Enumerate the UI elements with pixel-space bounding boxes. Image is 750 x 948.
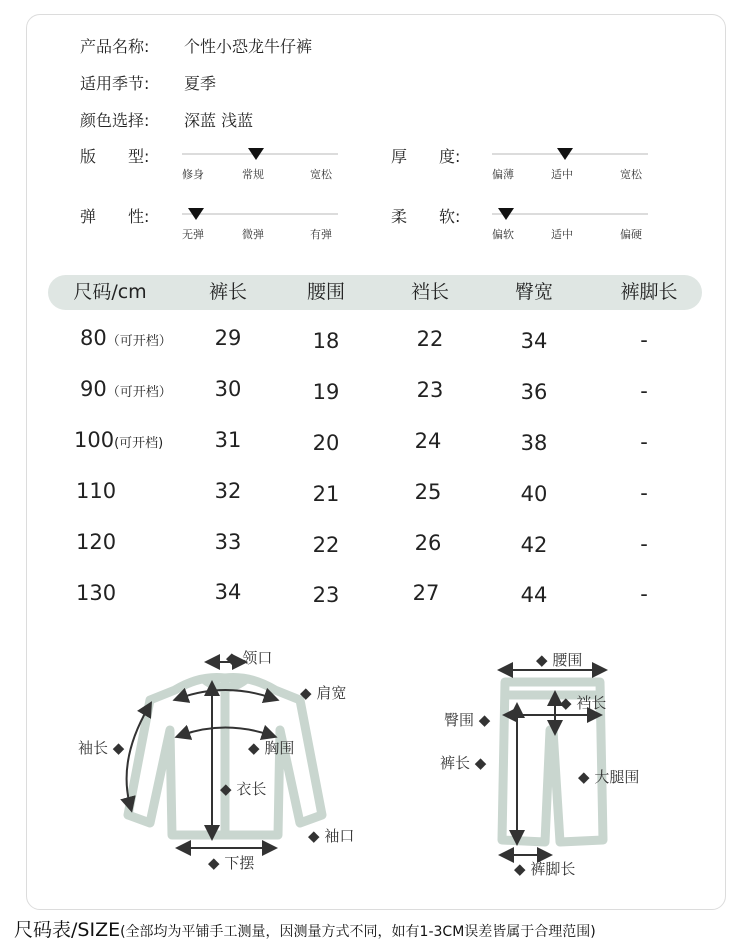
label-shoulder: ◆ 肩宽: [300, 684, 347, 702]
row-size: 90: [80, 377, 107, 401]
info-label: 适用季节:: [80, 74, 150, 93]
cell-rise: 25: [414, 480, 442, 504]
cell-hip: 42: [520, 533, 548, 557]
scale-tick: 适中: [551, 228, 573, 241]
label-sleeve: 袖长 ◆: [78, 739, 125, 757]
scale-tick: 修身: [182, 168, 204, 181]
cell-hip: 40: [520, 482, 548, 506]
row-size: 110: [76, 479, 117, 503]
cell-leg-opening: -: [640, 582, 648, 606]
scale-softness-label: 柔 软:: [391, 207, 461, 226]
scale-tick: 宽松: [620, 168, 642, 181]
footer-title-text: 尺码表/SIZE: [14, 919, 121, 941]
label-leg-opening: ◆ 裤脚长: [514, 860, 576, 878]
footer-title: [14, 915, 596, 942]
info-color: [80, 108, 253, 131]
label-chest: ◆ 胸围: [248, 739, 295, 757]
row-size: 100: [74, 428, 115, 452]
scale-softness-marker: [498, 208, 514, 220]
row-size-note: （可开档）: [106, 334, 172, 349]
label-pant-length: 裤长 ◆: [440, 754, 487, 772]
scale-tick: 宽松: [310, 168, 332, 181]
cell-leg-opening: -: [640, 481, 648, 505]
scale-softness-line: [492, 213, 648, 215]
info-value: 深蓝 浅蓝: [184, 111, 254, 130]
cell-rise: 22: [416, 327, 444, 351]
cell-waist: 20: [312, 431, 340, 455]
scale-thickness-marker: [557, 148, 573, 160]
table-header-length: 裤长: [208, 281, 247, 303]
cell-rise: 27: [412, 581, 440, 605]
label-cuff: ◆ 袖口: [308, 827, 355, 845]
info-label: 产品名称:: [80, 37, 150, 56]
row-size-note: (可开档): [114, 436, 164, 451]
info-season: [80, 71, 216, 94]
cell-waist: 21: [312, 482, 340, 506]
label-rise: ◆ 裆长: [560, 694, 607, 712]
cell-leg-opening: -: [640, 328, 648, 352]
label-hip: 臀围 ◆: [444, 711, 491, 729]
cell-waist: 18: [312, 329, 340, 353]
label-length: ◆ 衣长: [220, 780, 267, 798]
scale-tick: 微弹: [242, 228, 264, 241]
scale-tick: 常规: [242, 168, 264, 181]
scale-tick: 偏薄: [492, 168, 514, 181]
info-value: 夏季: [184, 74, 217, 93]
scale-tick: 有弹: [310, 228, 332, 241]
table-header-size: 尺码/cm: [73, 281, 147, 303]
scale-tick: 无弹: [182, 228, 204, 241]
cell-length: 30: [214, 377, 242, 401]
cell-hip: 34: [520, 329, 548, 353]
garment-diagram-svg: [0, 620, 750, 910]
scale-fit-marker: [248, 148, 264, 160]
cell-rise: 23: [416, 378, 444, 402]
cell-rise: 26: [414, 531, 442, 555]
row-size: 120: [76, 530, 117, 554]
label-waist: ◆ 腰围: [536, 651, 583, 669]
footer-note: (全部均为平铺手工测量，因测量方式不同，如有1-3CM误差皆属于合理范围): [120, 924, 596, 940]
cell-waist: 22: [312, 533, 340, 557]
table-header-rise: 裆长: [410, 281, 449, 303]
scale-fit-label: 版 型:: [80, 147, 150, 166]
row-size: 80: [80, 326, 107, 350]
cell-waist: 19: [312, 380, 340, 404]
cell-length: 34: [214, 580, 242, 604]
cell-leg-opening: -: [640, 430, 648, 454]
info-label: 颜色选择:: [80, 111, 150, 130]
cell-length: 33: [214, 530, 242, 554]
cell-hip: 38: [520, 431, 548, 455]
table-header-hip: 臀宽: [514, 281, 553, 303]
scale-tick: 偏硬: [620, 228, 642, 241]
label-hem: ◆ 下摆: [208, 854, 255, 872]
cell-waist: 23: [312, 583, 340, 607]
row-size: 130: [76, 581, 117, 605]
scale-tick: 偏软: [492, 228, 514, 241]
cell-length: 31: [214, 428, 242, 452]
scale-elasticity-label: 弹 性:: [80, 207, 150, 226]
table-header-waist: 腰围: [306, 281, 345, 303]
scale-thickness-label: 厚 度:: [391, 147, 461, 166]
scale-tick: 适中: [551, 168, 573, 181]
cell-hip: 44: [520, 583, 548, 607]
scale-elasticity-line: [182, 213, 338, 215]
scale-elasticity-marker: [188, 208, 204, 220]
cell-leg-opening: -: [640, 379, 648, 403]
cell-hip: 36: [520, 380, 548, 404]
info-product-name: [80, 34, 312, 57]
cell-rise: 24: [414, 429, 442, 453]
label-neck: ◆ 领口: [226, 649, 273, 667]
cell-length: 29: [214, 326, 242, 350]
row-size-note: （可开档）: [106, 385, 172, 400]
info-value: 个性小恐龙牛仔裤: [184, 37, 313, 56]
cell-length: 32: [214, 479, 242, 503]
label-thigh: ◆ 大腿围: [578, 768, 640, 786]
cell-leg-opening: -: [640, 532, 648, 556]
table-header-leg-opening: 裤脚长: [620, 281, 678, 303]
